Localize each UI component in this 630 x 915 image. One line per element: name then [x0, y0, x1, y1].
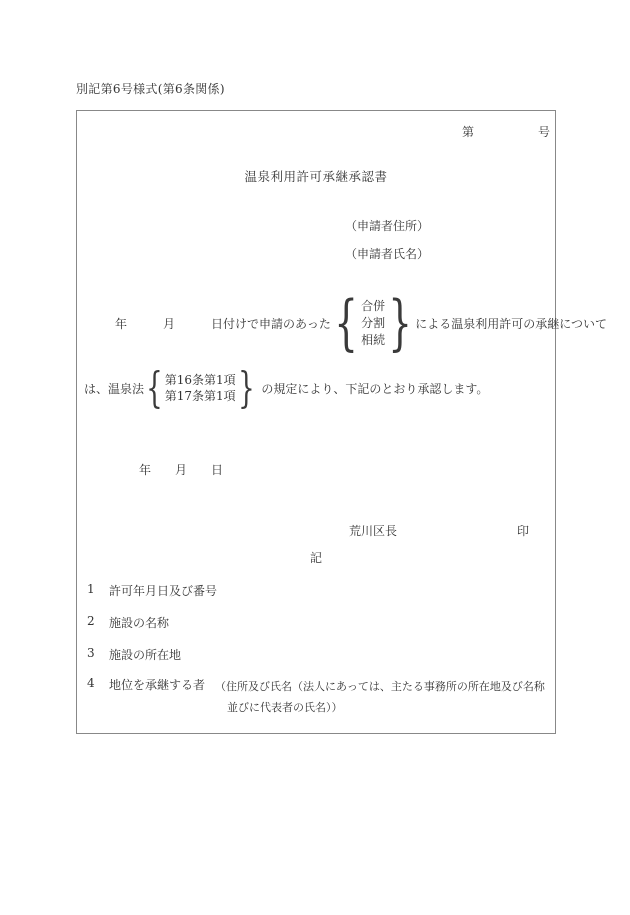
list-item-number: 2: [87, 614, 95, 628]
list-item-facility-location: [87, 646, 181, 663]
applicant-name-label: （申請者氏名）: [345, 247, 430, 261]
list-item-permit-date-number: [87, 582, 217, 599]
successor-detail-line1: （住所及び氏名（法人にあっては、主たる事務所の所在地及び名称: [215, 680, 545, 693]
form-style-label: 別記第6号様式(第6条関係): [76, 82, 225, 96]
document-number-line: [77, 123, 555, 141]
succession-option-inheritance: 相続: [361, 332, 386, 347]
right-brace-icon: }: [388, 288, 413, 358]
law-clause-article17: 第17条第1項: [164, 389, 236, 403]
list-item-label: 施設の名称: [109, 616, 170, 630]
document-title: 温泉利用許可承継承認書: [244, 169, 388, 184]
left-brace-icon: {: [146, 363, 163, 412]
document-border-box: [76, 110, 608, 734]
list-item-number: 4: [87, 676, 95, 690]
law-clause-article16: 第16条第1項: [164, 373, 236, 387]
note-heading: 記: [309, 551, 322, 565]
list-item-successor: [87, 676, 545, 718]
succession-option-merger: 合併: [361, 298, 386, 313]
successor-detail-line2: 並びに代表者の氏名））: [227, 701, 343, 714]
succession-option-split: 分割: [361, 315, 386, 330]
seal-placeholder: 印: [517, 524, 530, 538]
document-number-prefix: 第: [462, 125, 475, 139]
document-number-suffix: 号: [538, 125, 551, 139]
list-item-number: 3: [87, 646, 95, 660]
list-item-facility-name: [87, 614, 169, 631]
list-item-number: 1: [87, 582, 95, 596]
law-clause-options: [165, 372, 236, 404]
list-item-successor-detail: [215, 676, 545, 718]
succession-paragraph-before-brace: 年 月 日付けで申請のあった: [115, 316, 331, 331]
applicant-address-label: （申請者住所）: [345, 219, 430, 233]
succession-type-options: [361, 298, 385, 349]
law-clause-after-brace: の規定により、下記のとおり承認します。: [261, 381, 489, 396]
law-clause-paragraph: [84, 360, 488, 416]
approval-date-line: 年 月 日: [139, 463, 224, 477]
list-item-label: 施設の所在地: [109, 648, 182, 662]
left-brace-icon: {: [334, 288, 358, 358]
succession-paragraph-after-brace: による温泉利用許可の承継について: [415, 316, 608, 331]
list-item-label: 許可年月日及び番号: [109, 584, 218, 598]
right-brace-icon: }: [237, 363, 255, 412]
signer-title: 荒川区長: [349, 524, 398, 538]
list-item-label: 地位を承継する者: [109, 678, 206, 692]
law-clause-before-brace: は、温泉法: [84, 381, 145, 396]
succession-paragraph: [115, 280, 607, 366]
